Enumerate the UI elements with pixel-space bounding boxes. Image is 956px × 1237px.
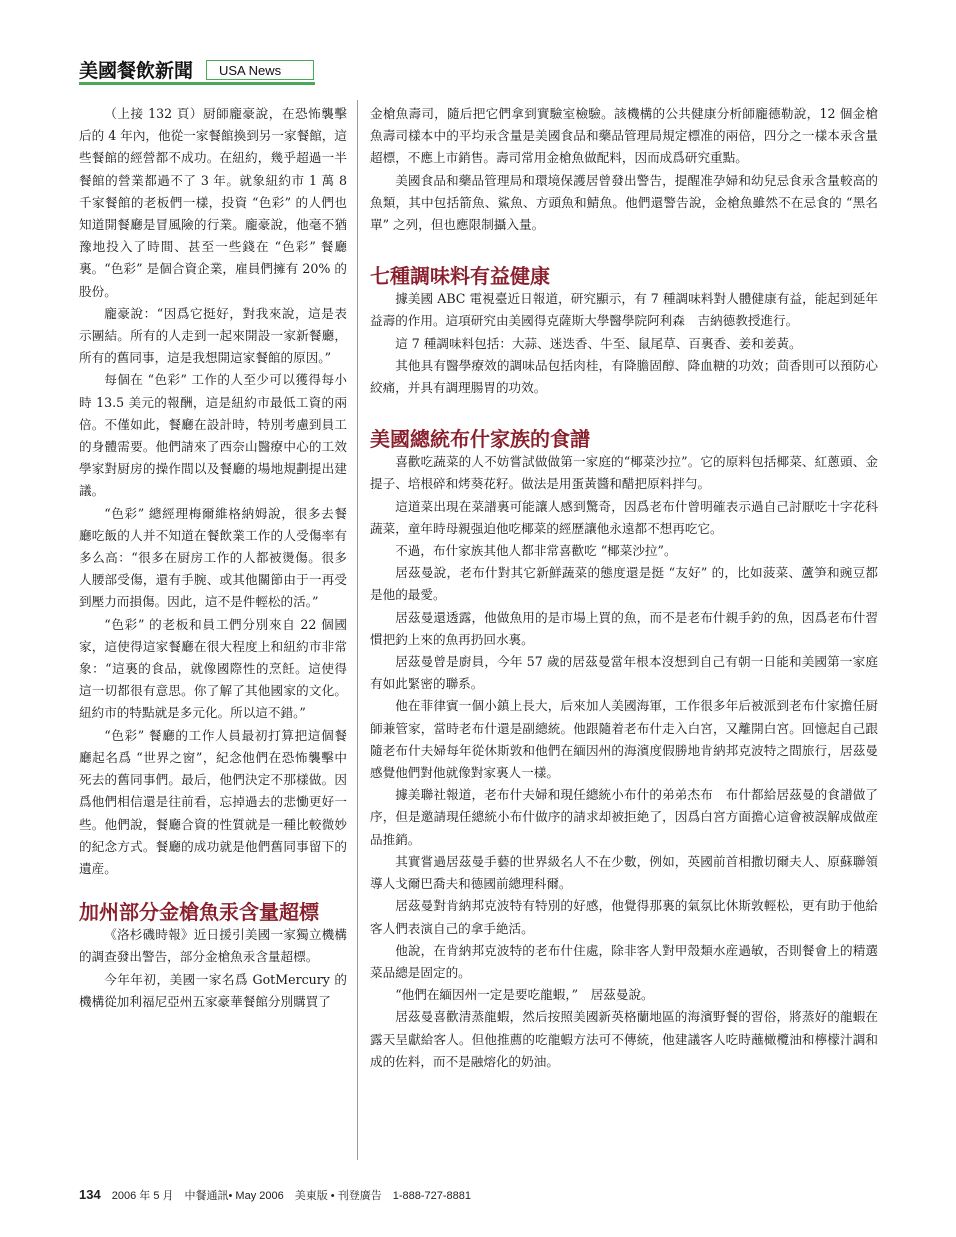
footer-text: 2006 年 5 月 中餐通訊• May 2006 美東版 • 刊登廣告 1-888-727-8881 [111,1190,471,1202]
article-paragraph: 不過，布什家族其他人都非常喜歡吃 “椰菜沙拉”。 [395,543,677,559]
section-heading-tuna: 加州部分金槍魚汞含量超標 [79,900,319,925]
header-rule [79,82,315,85]
article-paragraph: 喜歡吃蔬菜的人不妨嘗試做做第一家庭的“椰菜沙拉”。它的原料包括椰菜、紅蔥頭、金提子、培根碎和烤葵花籽。做法是用蛋黃醬和醋把原料拌勻。 [370,454,878,492]
article-paragraph: 居茲曼說，老布什對其它新鮮蔬菜的態度還是挺 “友好” 的，比如菠菜、蘆笋和豌豆都是他的最愛。 [370,565,878,603]
article-paragraph: 他說，在肯納邦克波特的老布什住處，除非客人對甲殼類水産過敏，否則餐會上的精選菜品總是固定的。 [370,942,878,980]
section-heading-spices: 七種調味料有益健康 [370,264,550,289]
section-heading-bush: 美國總統布什家族的食譜 [370,427,590,452]
article-paragraph: 《洛杉磯時報》近日援引美國一家獨立機構的調查發出警告，部分金槍魚汞含量超標。 [79,927,347,965]
article-paragraph: 龐豪說：“因爲它挺好，對我來說，這是表示團結。所有的人走到一起來開設一家新餐廳，所有的舊同事，這是我想開這家餐館的原因。” [79,305,347,366]
page-footer [79,1187,471,1203]
article-paragraph: 據美聯社報道，老布什夫婦和現任總統小布什的弟弟杰布 布什都給居茲曼的食譜做了序，但是邀請現任總統小布什做序的請求却被拒絶了，因爲白宮方面擔心這會被誤解成做産品推銷。 [370,787,878,847]
article-paragraph: “他們在緬因州一定是要吃龍蝦，” 居茲曼說。 [395,987,654,1003]
article-paragraph: 居茲曼還透露，他做魚用的是市場上買的魚，而不是老布什親手釣的魚，因爲老布什習慣把釣上來的魚再扔回水裏。 [370,609,878,647]
article-paragraph: 居茲曼對肯納邦克波特有特別的好感，他覺得那裏的氣氛比休斯敦輕松，更有助于他給客人們表演自己的拿手絶活。 [370,898,878,936]
article-paragraph: 他在菲律賓一個小鎮上長大，后來加人美國海軍，工作很多年后被派到老布什家擔任厨師兼管家，當時老布什還是副總統。他跟隨着老布什走入白宮，又離開白宮。回憶起自己跟隨老布什夫婦每年從休斯敦和他們在緬因州的海濱度假勝地肯納邦克波特之間旅行，居茲曼感覺他們對他就像對家裏人一樣。 [370,698,878,781]
article-paragraph: “色彩” 總經理梅爾維格納姆說，很多去餐廳吃飯的人并不知道在餐飲業工作的人受傷率有多么高：“很多在厨房工作的人都被燙傷。很多人腰部受傷，還有手腕、或其他關節由于一再受到壓力而損傷。因此，這不是件輕松的活。” [79,505,347,610]
article-paragraph: （上接 132 頁）厨師龐豪說，在恐怖襲擊后的 4 年內，他從一家餐館換到另一家餐館，這些餐館的經營都不成功。在紐約，幾乎超過一半餐館的營業都過不了 3 年。就象紐約市 1 萬 8 千家餐館的老板們一樣，投資 “色彩” 的人們也知道開餐廳是冒風險的行業。龐豪說，他毫不猶豫地投入了時間、甚至一些錢在 “色彩” 餐廳裏。“色彩” 是個合資企業，雇員們擁有 20% 的股份。 [79,106,347,299]
article-paragraph: 今年年初，美國一家名爲 GotMercury 的機構從加利福尼亞州五家豪華餐館分別購買了 [79,971,347,1009]
article-paragraph: 居茲曼喜歡清蒸龍蝦，然后按照美國新英格蘭地區的海濱野餐的習俗，將蒸好的龍蝦在露天呈獻給客人。但他推薦的吃龍蝦方法可不傳統，他建議客人吃時蘸橄欖油和檸檬汁調和成的佐料，而不是融熔化的奶油。 [370,1009,878,1069]
article-paragraph: 金槍魚壽司，隨后把它們拿到實驗室檢驗。該機構的公共健康分析師龐德勒說，12 個金槍魚壽司樣本中的平均汞含量是美國食品和藥品管理局規定標准的兩倍，四分之一樣本汞含量超標，不應上市銷售。壽司常用金槍魚做配料，因而成爲研究重點。 [370,106,878,166]
article-paragraph: “色彩” 的老板和員工們分別來自 22 個國家，這使得這家餐廳在很大程度上和紐約市非常象：“這裏的食品，就像國際性的烹飪。這使得這一切都很有意思。你了解了其他國家的文化。紐約市的特點就是多元化。所以這不錯。” [79,616,347,721]
article-paragraph: 每個在 “色彩” 工作的人至少可以獲得每小時 13.5 美元的報酬，這是紐約市最低工資的兩倍。不僅如此，餐廳在設計時，特別考慮到員工的身體需要。他們請來了西奈山醫療中心的工效學家對厨房的操作間以及餐廳的場地規劃提出建議。 [79,372,347,499]
section-label-box: USA News [206,60,314,80]
article-paragraph: 據美國 ABC 電視臺近日報道，研究顯示，有 7 種調味料對人體健康有益，能起到延年益壽的作用。這項研究由美國得克薩斯大學醫學院阿利森 吉納德教授進行。 [370,291,878,329]
header-title: 美國餐飲新聞 [79,60,194,82]
spacer [79,880,347,900]
article-paragraph: 居茲曼曾是廚員，今年 57 歲的居茲曼當年根本沒想到自己有朝一日能和美國第一家庭有如此緊密的聯系。 [370,654,878,692]
article-paragraph: 其他具有醫學療效的調味品包括肉桂，有降膽固醇、降血糖的功效；茴香則可以預防心絞痛，并具有調理腸胃的功效。 [370,357,878,396]
article-paragraph: 其實嘗過居茲曼手藝的世界級名人不在少數，例如，英國前首相撒切爾夫人、原蘇聯領導人戈爾巴喬夫和德國前總理科爾。 [370,853,878,892]
column-divider [357,100,358,1160]
spacer [370,236,878,264]
left-column [79,103,347,1013]
spacer [370,399,878,427]
page-number: 134 [79,1187,101,1202]
article-paragraph: 美國食品和藥品管理局和環境保護居曾發出警告，提醒准孕婦和幼兒忌食汞含量較高的魚類，其中包括箭魚、鯊魚、方頭魚和鯖魚。他們還警告說，金槍魚雖然不在忌食的 “黑名單” 之列，但也應限制攝入量。 [370,172,878,233]
article-paragraph: “色彩” 餐廳的工作人員最初打算把這個餐廳起名爲 “世界之窗”，紀念他們在恐怖襲擊中死去的舊同事們。最后，他們決定不那樣做。因爲他們相信還是往前看，忘掉過去的悲慟更好一些。他們說，餐廳合資的性質就是一種比較微妙的紀念方式。餐廳的成功就是他們舊同事留下的遺産。 [79,727,347,876]
article-paragraph: 這道菜出現在菜譜裏可能讓人感到驚奇，因爲老布什曾明確表示過自己討厭吃十字花科蔬菜，童年時母親强迫他吃椰菜的經歷讓他永遠都不想再吃它。 [370,498,878,536]
article-paragraph: 這 7 種調味料包括：大蒜、迷迭香、牛至、鼠尾草、百裏香、姜和姜黃。 [395,335,802,351]
right-column [370,103,878,1073]
